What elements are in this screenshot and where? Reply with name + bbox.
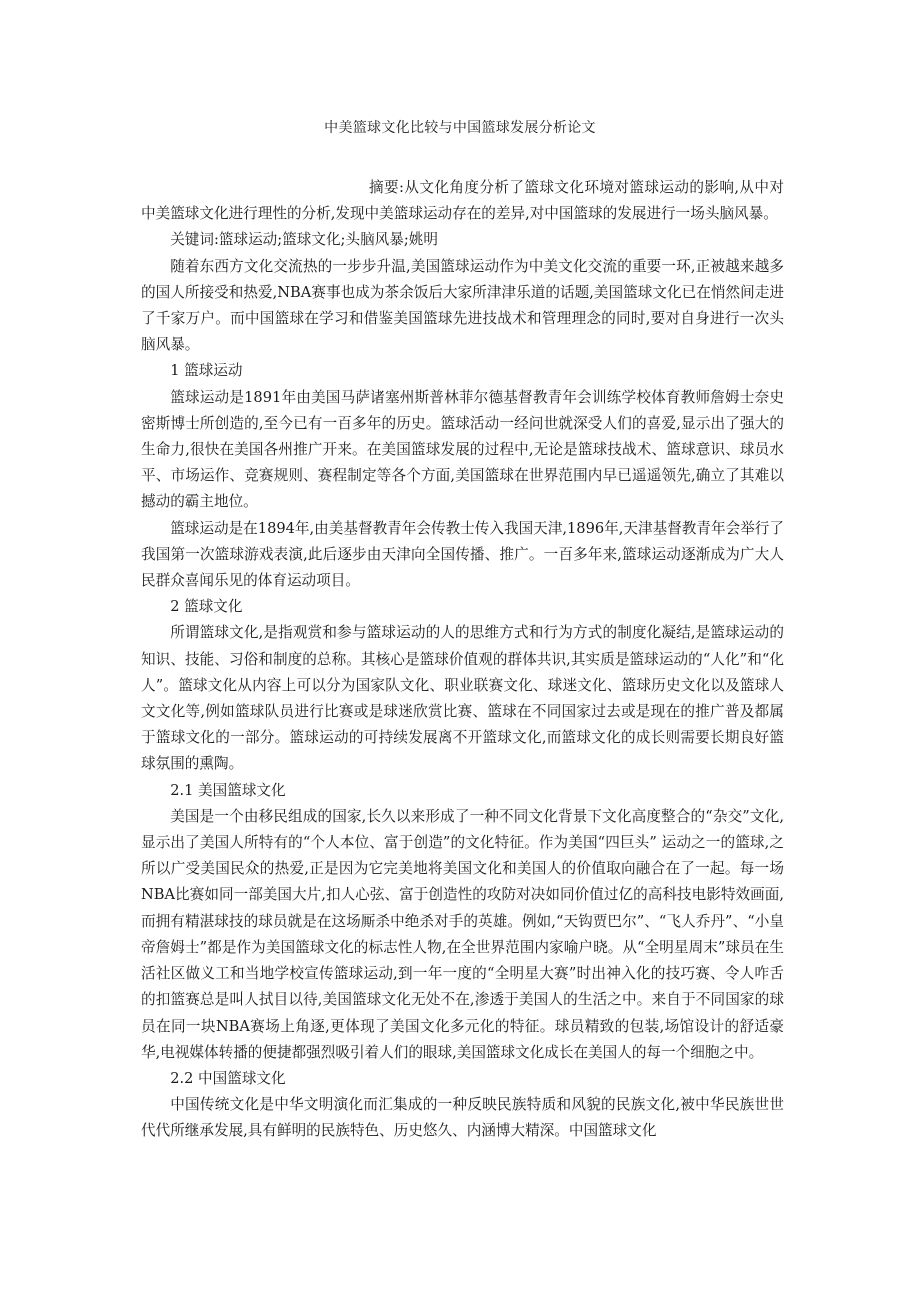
section-2-1-paragraph-1: 美国是一个由移民组成的国家,长久以来形成了一种不同文化背景下文化高度整合的“杂交”文化,显示出了美国人所特有的“个人本位、富于创造”的文化特征。作为美国“四巨头” 运动之一的篮球,之所以广受美国民众的热爱,正是因为它完美地将美国文化和美国人的价值取向融合在了一起。每一场NBA比赛如同一部美国大片,扣人心弦、富于创造性的攻防对决如同价值过亿的高科技电影特效画面,而拥有精湛球技的球员就是在这场厮杀中绝杀对手的英雄。例如,“天钩贾巴尔”、“飞人乔丹”、“小皇帝詹姆士”都是作为美国篮球文化的标志性人物,在全世界范围内家喻户晓。从“全明星周末”球员在生活社区做义工和当地学校宣传篮球运动,到一年一度的“全明星大赛”时出神入化的技巧赛、令人咋舌的扣篮赛总是叫人拭目以待,美国篮球文化无处不在,渗透于美国人的生活之中。来自于不同国家的球员在同一块NBA赛场上角逐,更体现了美国文化多元化的特征。球员精致的包装,场馆设计的舒适豪华,电视媒体转播的便捷都强烈吸引着人们的眼球,美国篮球文化成长在美国人的每一个细胞之中。 xyxy=(141,807,784,1061)
abstract-paragraph: 摘要:从文化角度分析了篮球文化环境对篮球运动的影响,从中对中美篮球文化进行理性的分析,发现中美篮球运动存在的差异,对中国篮球的发展进行一场头脑风暴。 xyxy=(141,179,784,223)
document-body xyxy=(141,175,784,1145)
intro-paragraph: 随着东西方文化交流热的一步步升温,美国篮球运动作为中美文化交流的重要一环,正被越来越多的国人所接受和热爱,NBA赛事也成为茶余饭后大家所津津乐道的话题,美国篮球文化已在悄然间走进了千家万户。而中国篮球在学习和借鉴美国篮球先进技战术和管理理念的同时,要对自身进行一次头脑风暴。 xyxy=(141,257,784,354)
section-heading-2-1: 2.1 美国篮球文化 xyxy=(170,781,286,799)
section-heading-2-2: 2.2 中国篮球文化 xyxy=(170,1069,286,1087)
section-2-paragraph-1: 所谓篮球文化,是指观赏和参与篮球运动的人的思维方式和行为方式的制度化凝结,是篮球运动的知识、技能、习俗和制度的总称。其核心是篮球价值观的群体共识,其实质是篮球运动的“人化”和“化人”。篮球文化从内容上可以分为国家队文化、职业联赛文化、球迷文化、篮球历史文化以及篮球人文文化等,例如篮球队员进行比赛或是球迷欣赏比赛、篮球在不同国家过去或是现在的推广普及都属于篮球文化的一部分。篮球运动的可持续发展离不开篮球文化,而篮球文化的成长则需要长期良好篮球氛围的熏陶。 xyxy=(141,624,784,773)
document-title: 中美篮球文化比较与中国篮球发展分析论文 xyxy=(324,120,596,136)
section-heading-2: 2 篮球文化 xyxy=(170,598,243,616)
keywords-paragraph: 关键词:篮球运动;篮球文化;头脑风暴;姚明 xyxy=(170,231,438,249)
section-1-paragraph-1: 篮球运动是1891年由美国马萨诸塞州斯普林菲尔德基督教青年会训练学校体育教师詹姆士奈史密斯博士所创造的,至今已有一百多年的历史。篮球活动一经问世就深受人们的喜爱,显示出了强大的生命力,很快在美国各州推广开来。在美国篮球发展的过程中,无论是篮球技战术、篮球意识、球员水平、市场运作、竞赛规则、赛程制定等各个方面,美国篮球在世界范围内早已遥遥领先,确立了其难以撼动的霸主地位。 xyxy=(141,388,784,511)
section-2-2-paragraph-1: 中国传统文化是中华文明演化而汇集成的一种反映民族特质和风貌的民族文化,被中华民族世世代代所继承发展,具有鲜明的民族特色、历史悠久、内涵博大精深。中国篮球文化 xyxy=(141,1096,784,1140)
section-1-paragraph-2: 篮球运动是在1894年,由美基督教青年会传教士传入我国天津,1896年,天津基督教青年会举行了我国第一次篮球游戏表演,此后逐步由天津向全国传播、推广。一百多年来,篮球运动逐渐成为广大人民群众喜闻乐见的体育运动项目。 xyxy=(141,519,784,590)
section-heading-1: 1 篮球运动 xyxy=(170,362,243,380)
